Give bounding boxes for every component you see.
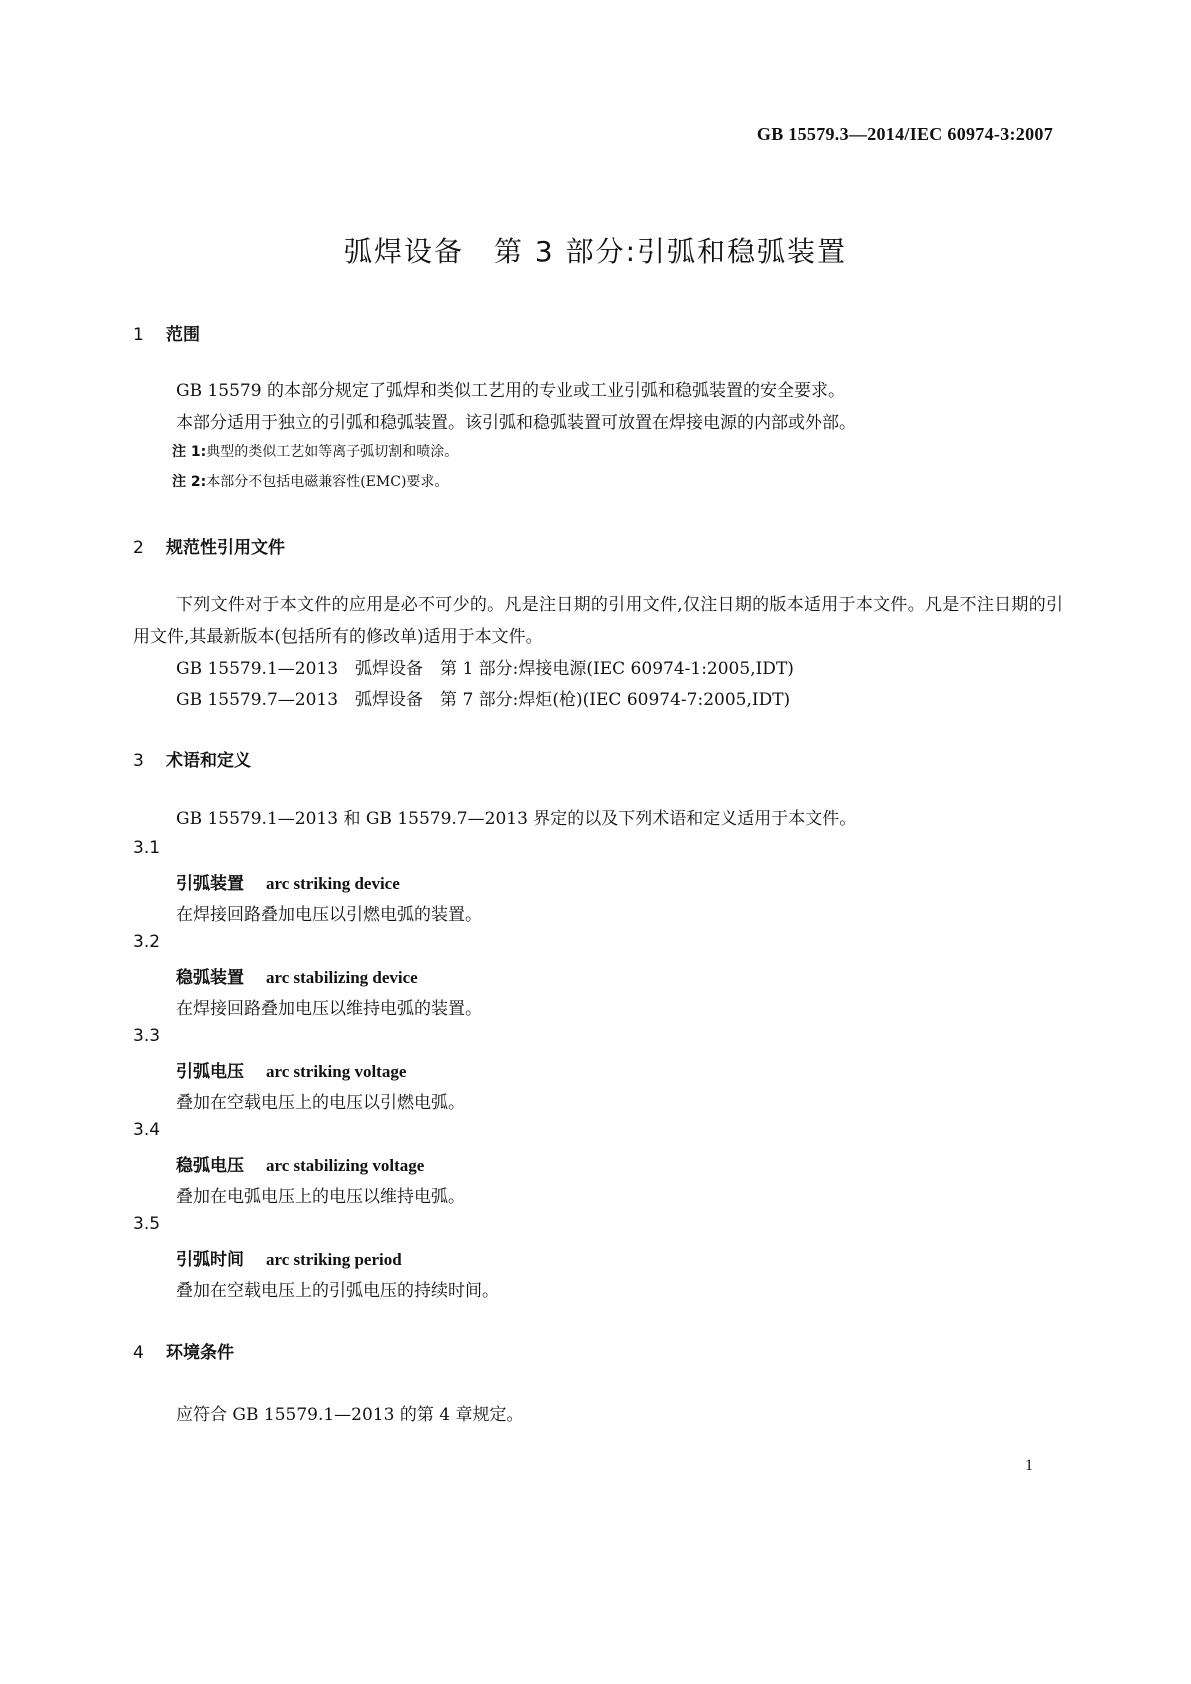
page-number: 1: [1025, 1457, 1033, 1474]
section-title: 范围: [166, 325, 200, 345]
note-text: 本部分不包括电磁兼容性(EMC)要求。: [206, 474, 449, 490]
section-title: 规范性引用文件: [166, 538, 285, 558]
section-title: 环境条件: [166, 1343, 234, 1363]
term-number: 3.4: [133, 1120, 161, 1140]
section-number: 2: [133, 538, 144, 558]
term-definition: 叠加在空载电压上的引弧电压的持续时间。: [176, 1281, 499, 1301]
term-definition: 在焊接回路叠加电压以引燃电弧的装置。: [176, 905, 482, 925]
term-definition: 在焊接回路叠加电压以维持电弧的装置。: [176, 999, 482, 1019]
note-1: [172, 441, 458, 461]
term-english: arc striking voltage: [266, 1062, 407, 1081]
term-english: arc striking device: [266, 874, 400, 893]
term-chinese: 稳弧装置: [176, 968, 244, 988]
term-definition: 叠加在空载电压上的电压以引燃电弧。: [176, 1093, 465, 1113]
term-chinese: 稳弧电压: [176, 1156, 244, 1176]
note-2: [172, 471, 448, 491]
section-2-heading: [133, 533, 285, 558]
section-title: 术语和定义: [166, 751, 251, 771]
normative-reference-2: GB 15579.7—2013 弧焊设备 第 7 部分:焊炬(枪)(IEC 60974-7:2005,IDT): [176, 690, 791, 710]
note-label: 注 2:: [172, 474, 207, 490]
normative-reference-1: GB 15579.1—2013 弧焊设备 第 1 部分:焊接电源(IEC 60974-1:2005,IDT): [176, 659, 794, 679]
term-english: arc stabilizing voltage: [266, 1156, 425, 1175]
term-heading: [176, 1057, 406, 1082]
standard-id-header: GB 15579.3—2014/IEC 60974-3:2007: [756, 124, 1053, 144]
term-chinese: 引弧时间: [176, 1250, 244, 1270]
note-label: 注 1:: [172, 444, 207, 460]
term-number: 3.2: [133, 932, 161, 952]
section-3-heading: [133, 746, 251, 771]
section-number: 1: [133, 325, 144, 345]
term-number: 3.1: [133, 838, 161, 858]
term-definition: 叠加在电弧电压上的电压以维持电弧。: [176, 1187, 465, 1207]
scope-paragraph-1: GB 15579 的本部分规定了弧焊和类似工艺用的专业或工业引弧和稳弧装置的安全要求。: [176, 381, 845, 401]
term-chinese: 引弧装置: [176, 874, 244, 894]
term-english: arc striking period: [266, 1250, 402, 1269]
term-heading: [176, 1151, 424, 1176]
scope-paragraph-2: 本部分适用于独立的引弧和稳弧装置。该引弧和稳弧装置可放置在焊接电源的内部或外部。: [176, 413, 856, 433]
environment-text: 应符合 GB 15579.1—2013 的第 4 章规定。: [176, 1405, 524, 1425]
term-chinese: 引弧电压: [176, 1062, 244, 1082]
normative-intro: 下列文件对于本文件的应用是必不可少的。凡是注日期的引用文件,仅注日期的版本适用于本文件。凡是不注日期的引用文件,其最新版本(包括所有的修改单)适用于本文件。: [133, 595, 1063, 647]
term-heading: [176, 963, 418, 988]
document-title: 弧焊设备 第 3 部分:引弧和稳弧装置: [343, 235, 848, 268]
section-4-heading: [133, 1338, 234, 1363]
term-heading: [176, 1245, 402, 1270]
terms-intro: GB 15579.1—2013 和 GB 15579.7—2013 界定的以及下列术语和定义适用于本文件。: [176, 809, 857, 829]
note-text: 典型的类似工艺如等离子弧切割和喷涂。: [206, 444, 459, 460]
section-number: 3: [133, 751, 144, 771]
term-number: 3.3: [133, 1026, 161, 1046]
term-heading: [176, 869, 400, 894]
section-number: 4: [133, 1343, 144, 1363]
term-number: 3.5: [133, 1214, 161, 1234]
term-english: arc stabilizing device: [266, 968, 418, 987]
section-1-heading: [133, 320, 200, 345]
